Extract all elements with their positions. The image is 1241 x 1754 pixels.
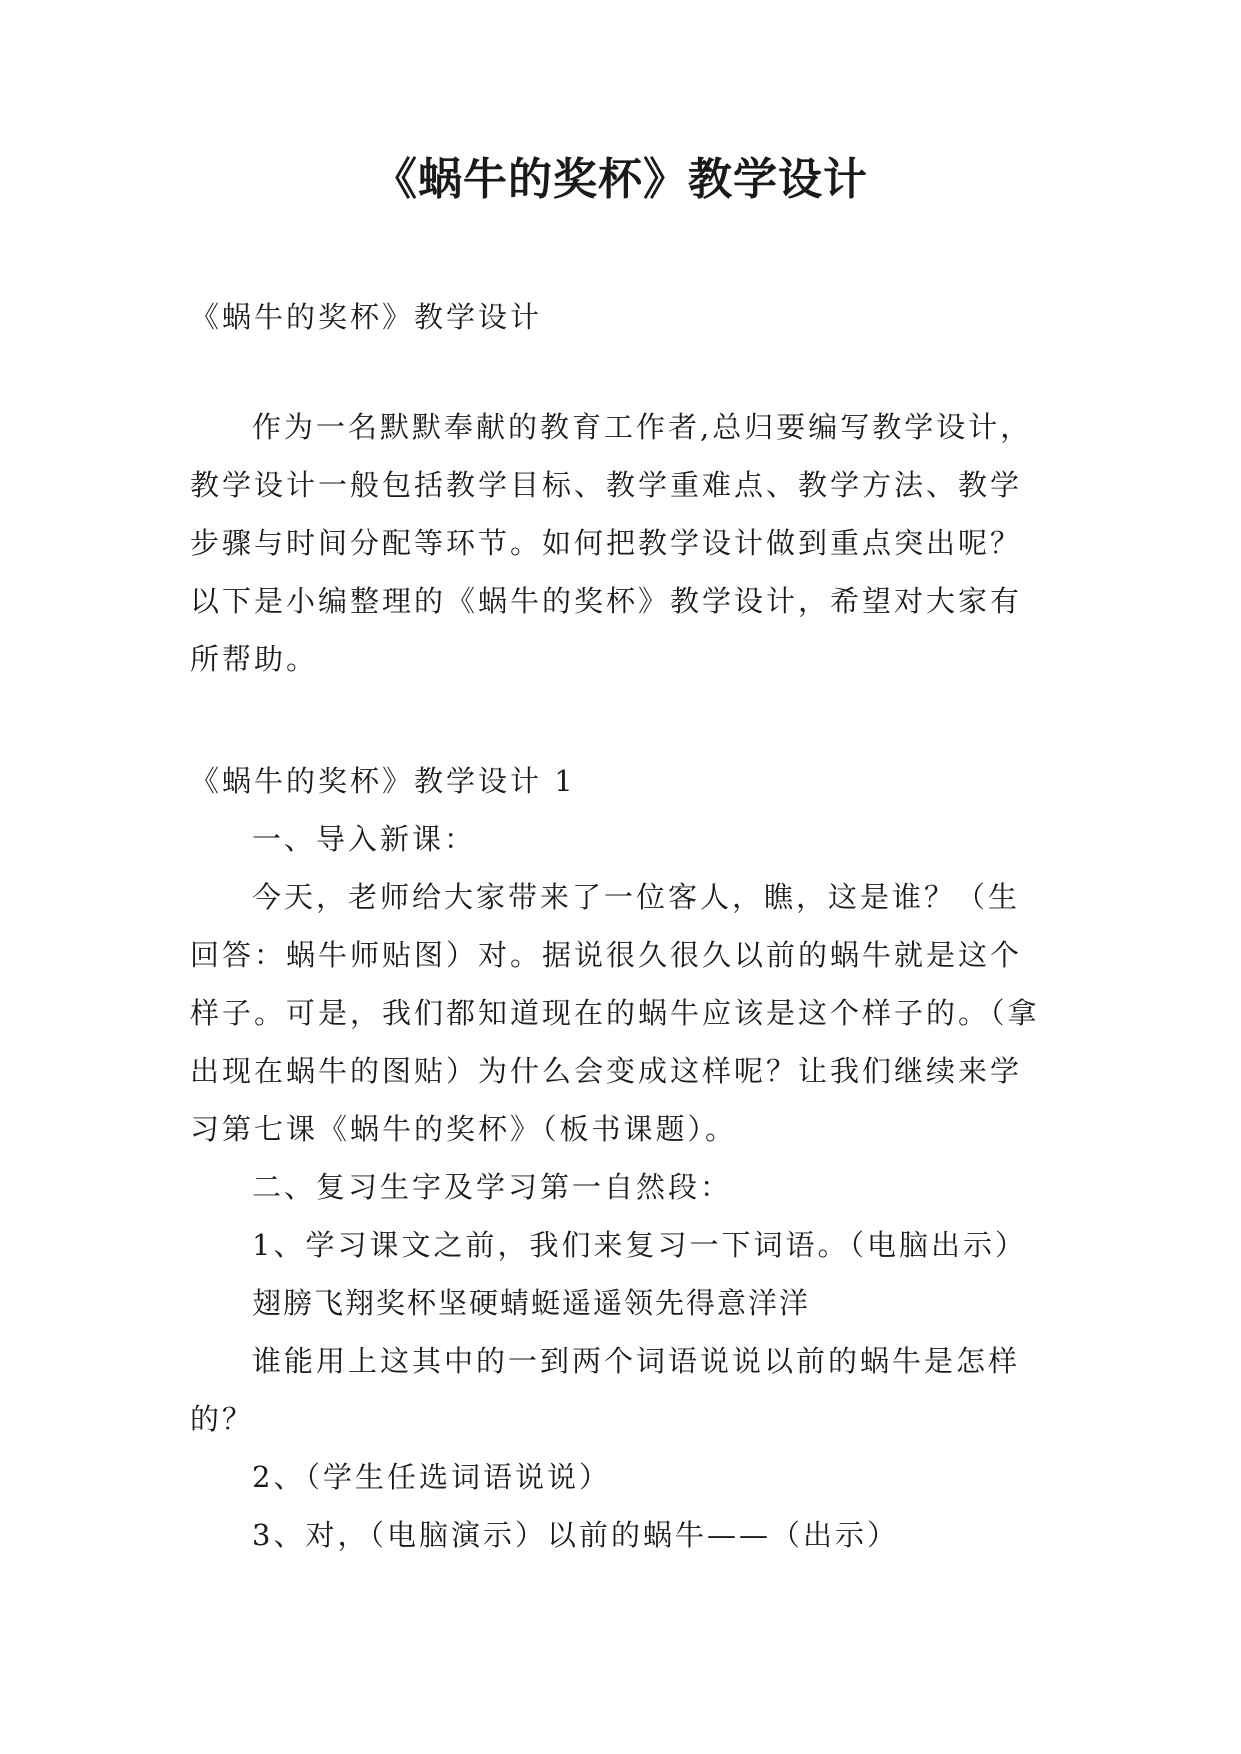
item-1: 1、学习课文之前，我们来复习一下词语。（电脑出示）: [252, 1228, 1027, 1262]
vocabulary-list: 翅膀飞翔奖杯坚硬蜻蜓遥遥领先得意洋洋: [252, 1286, 811, 1320]
document-subtitle: 《蜗牛的奖杯》教学设计: [190, 300, 543, 334]
question-paragraph: 谁能用上这其中的一到两个词语说说以前的蜗牛是怎样的？: [190, 1344, 1021, 1436]
step2-heading: 二、复习生字及学习第一自然段：: [252, 1170, 733, 1204]
step1-paragraph: 今天，老师给大家带来了一位客人，瞧，这是谁？（生回答：蜗牛师贴图）对。据说很久很久以前的蜗牛就是这个样子。可是，我们都知道现在的蜗牛应该是这个样子的。（拿出现在蜗牛的图贴）为什么会变成这样呢？让我们继续来学习第七课《蜗牛的奖杯》（板书课题）。: [190, 880, 1040, 1146]
item-3: 3、对，（电脑演示）以前的蜗牛——（出示）: [252, 1518, 899, 1552]
section-heading: 《蜗牛的奖杯》教学设计 1: [190, 764, 576, 798]
document-title: 《蜗牛的奖杯》教学设计: [373, 154, 868, 205]
intro-paragraph: [190, 398, 1050, 688]
step1-heading: 一、导入新课：: [252, 822, 477, 856]
lesson-section: [190, 752, 1050, 1564]
item-2: 2、（学生任选词语说说）: [252, 1460, 611, 1494]
intro-text: 作为一名默默奉献的教育工作者,总归要编写教学设计，教学设计一般包括教学目标、教学重难点、教学方法、教学步骤与时间分配等环节。如何把教学设计做到重点突出呢？以下是小编整理的《蜗牛的奖杯》教学设计，希望对大家有所帮助。: [190, 410, 1033, 676]
